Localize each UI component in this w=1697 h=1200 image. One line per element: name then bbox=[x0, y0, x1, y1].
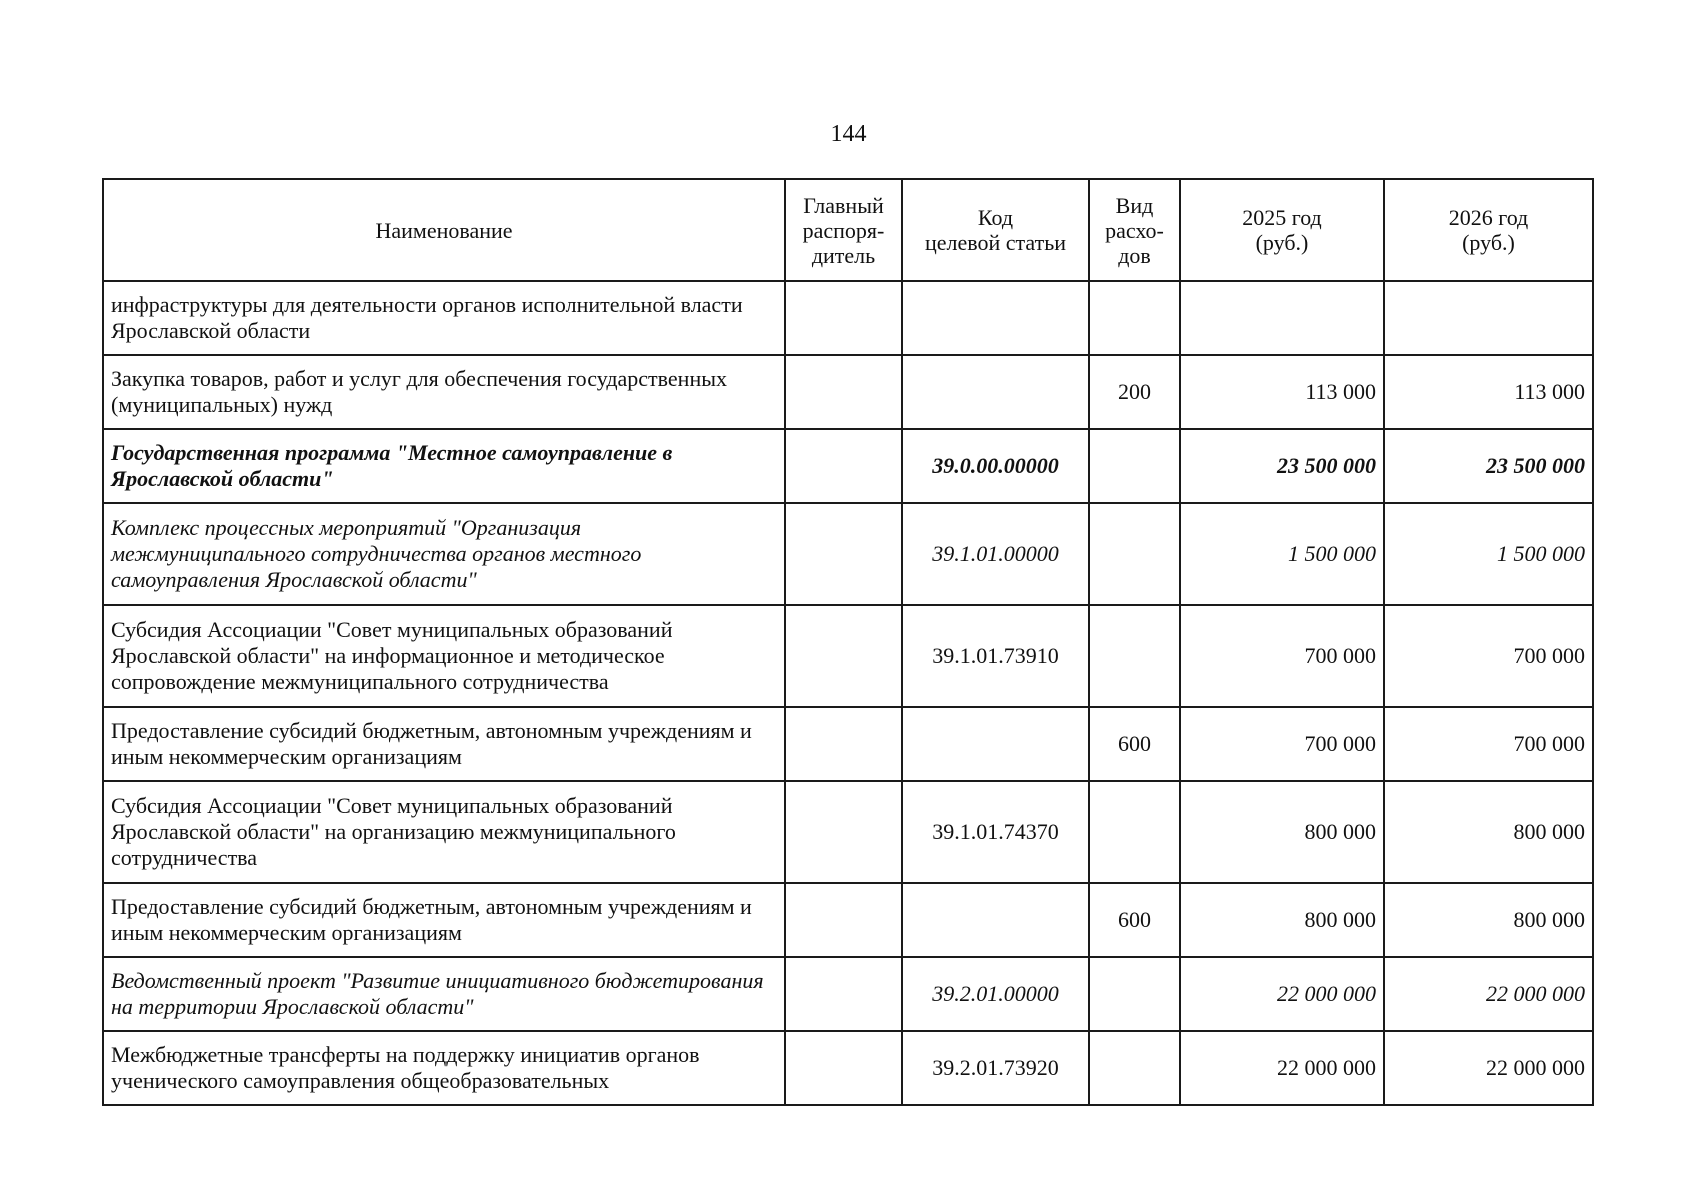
header-name: Наименование bbox=[103, 179, 785, 281]
row-manager bbox=[785, 883, 902, 957]
row-manager bbox=[785, 707, 902, 781]
row-code: 39.2.01.73920 bbox=[902, 1031, 1089, 1105]
header-2026 bbox=[1384, 179, 1593, 281]
row-type: 200 bbox=[1089, 355, 1180, 429]
row-2025 bbox=[1180, 281, 1384, 355]
row-code: 39.1.01.00000 bbox=[902, 503, 1089, 605]
header-type bbox=[1089, 179, 1180, 281]
row-name: Ведомственный проект "Развитие инициативного бюджетирования на территории Ярославской области" bbox=[103, 957, 785, 1031]
row-code: 39.0.00.00000 bbox=[902, 429, 1089, 503]
row-code bbox=[902, 883, 1089, 957]
table-row-program bbox=[103, 429, 1593, 503]
header-2026-line-2: (руб.) bbox=[1462, 230, 1515, 255]
row-type bbox=[1089, 957, 1180, 1031]
row-2025: 700 000 bbox=[1180, 605, 1384, 707]
row-name: Межбюджетные трансферты на поддержку инициатив органов ученического самоуправления общеобразовательных bbox=[103, 1031, 785, 1105]
row-type bbox=[1089, 605, 1180, 707]
row-2025: 800 000 bbox=[1180, 883, 1384, 957]
table-row bbox=[103, 707, 1593, 781]
row-name: Закупка товаров, работ и услуг для обеспечения государственных (муниципальных) нужд bbox=[103, 355, 785, 429]
row-code: 39.1.01.73910 bbox=[902, 605, 1089, 707]
row-2026: 23 500 000 bbox=[1384, 429, 1593, 503]
row-name: Субсидия Ассоциации "Совет муниципальных образований Ярославской области" на организацию межмуниципального сотрудничества bbox=[103, 781, 785, 883]
header-manager-line-3: дитель bbox=[811, 242, 876, 268]
row-2026: 22 000 000 bbox=[1384, 1031, 1593, 1105]
row-2026: 800 000 bbox=[1384, 883, 1593, 957]
row-2026 bbox=[1384, 281, 1593, 355]
header-code-line-1: Код bbox=[977, 205, 1014, 230]
header-type-line-2: расхо- bbox=[1105, 217, 1164, 243]
row-type bbox=[1089, 781, 1180, 883]
row-2025: 1 500 000 bbox=[1180, 503, 1384, 605]
row-name: Субсидия Ассоциации "Совет муниципальных образований Ярославской области" на информационное и методическое сопровождение межмуниципального сотрудничества bbox=[103, 605, 785, 707]
row-code: 39.2.01.00000 bbox=[902, 957, 1089, 1031]
row-2025: 23 500 000 bbox=[1180, 429, 1384, 503]
table-row bbox=[103, 355, 1593, 429]
row-manager bbox=[785, 281, 902, 355]
row-type bbox=[1089, 503, 1180, 605]
table-row-project bbox=[103, 957, 1593, 1031]
header-manager-line-1: Главный bbox=[803, 192, 884, 218]
row-name: Государственная программа "Местное самоуправление в Ярославской области" bbox=[103, 429, 785, 503]
header-2026-line-1: 2026 год bbox=[1448, 205, 1529, 230]
row-name: инфраструктуры для деятельности органов исполнительной власти Ярославской области bbox=[103, 281, 785, 355]
row-2025: 22 000 000 bbox=[1180, 1031, 1384, 1105]
row-name: Предоставление субсидий бюджетным, автономным учреждениям и иным некоммерческим организациям bbox=[103, 707, 785, 781]
row-2025: 700 000 bbox=[1180, 707, 1384, 781]
header-type-line-1: Вид bbox=[1115, 192, 1154, 218]
row-2025: 22 000 000 bbox=[1180, 957, 1384, 1031]
row-manager bbox=[785, 781, 902, 883]
row-manager bbox=[785, 605, 902, 707]
header-manager-line-2: распоря- bbox=[802, 217, 885, 243]
row-type bbox=[1089, 1031, 1180, 1105]
row-code: 39.1.01.74370 bbox=[902, 781, 1089, 883]
row-code bbox=[902, 281, 1089, 355]
table-header-row bbox=[103, 179, 1593, 281]
row-manager bbox=[785, 355, 902, 429]
row-manager bbox=[785, 503, 902, 605]
table-row bbox=[103, 781, 1593, 883]
table-row-subprogram bbox=[103, 503, 1593, 605]
header-type-line-3: дов bbox=[1118, 242, 1151, 268]
row-name: Предоставление субсидий бюджетным, автономным учреждениям и иным некоммерческим организациям bbox=[103, 883, 785, 957]
row-manager bbox=[785, 1031, 902, 1105]
header-2025-line-1: 2025 год bbox=[1242, 205, 1322, 230]
header-2025-line-2: (руб.) bbox=[1255, 230, 1309, 255]
header-manager bbox=[785, 179, 902, 281]
row-2026: 700 000 bbox=[1384, 605, 1593, 707]
table-row bbox=[103, 605, 1593, 707]
row-2026: 700 000 bbox=[1384, 707, 1593, 781]
row-2025: 113 000 bbox=[1180, 355, 1384, 429]
row-type: 600 bbox=[1089, 883, 1180, 957]
row-name: Комплекс процессных мероприятий "Организация межмуниципального сотрудничества органов местного самоуправления Ярославской области" bbox=[103, 503, 785, 605]
table-row bbox=[103, 883, 1593, 957]
header-code bbox=[902, 179, 1089, 281]
row-code bbox=[902, 355, 1089, 429]
row-2026: 22 000 000 bbox=[1384, 957, 1593, 1031]
header-code-line-2: целевой статьи bbox=[924, 230, 1067, 255]
row-code bbox=[902, 707, 1089, 781]
row-2026: 800 000 bbox=[1384, 781, 1593, 883]
table-row bbox=[103, 1031, 1593, 1105]
row-manager bbox=[785, 957, 902, 1031]
table-row bbox=[103, 281, 1593, 355]
row-2026: 1 500 000 bbox=[1384, 503, 1593, 605]
row-type bbox=[1089, 281, 1180, 355]
header-2025 bbox=[1180, 179, 1384, 281]
page-number: 144 bbox=[830, 121, 867, 147]
row-type bbox=[1089, 429, 1180, 503]
row-manager bbox=[785, 429, 902, 503]
budget-table bbox=[102, 178, 1594, 1106]
row-2026: 113 000 bbox=[1384, 355, 1593, 429]
row-2025: 800 000 bbox=[1180, 781, 1384, 883]
row-type: 600 bbox=[1089, 707, 1180, 781]
